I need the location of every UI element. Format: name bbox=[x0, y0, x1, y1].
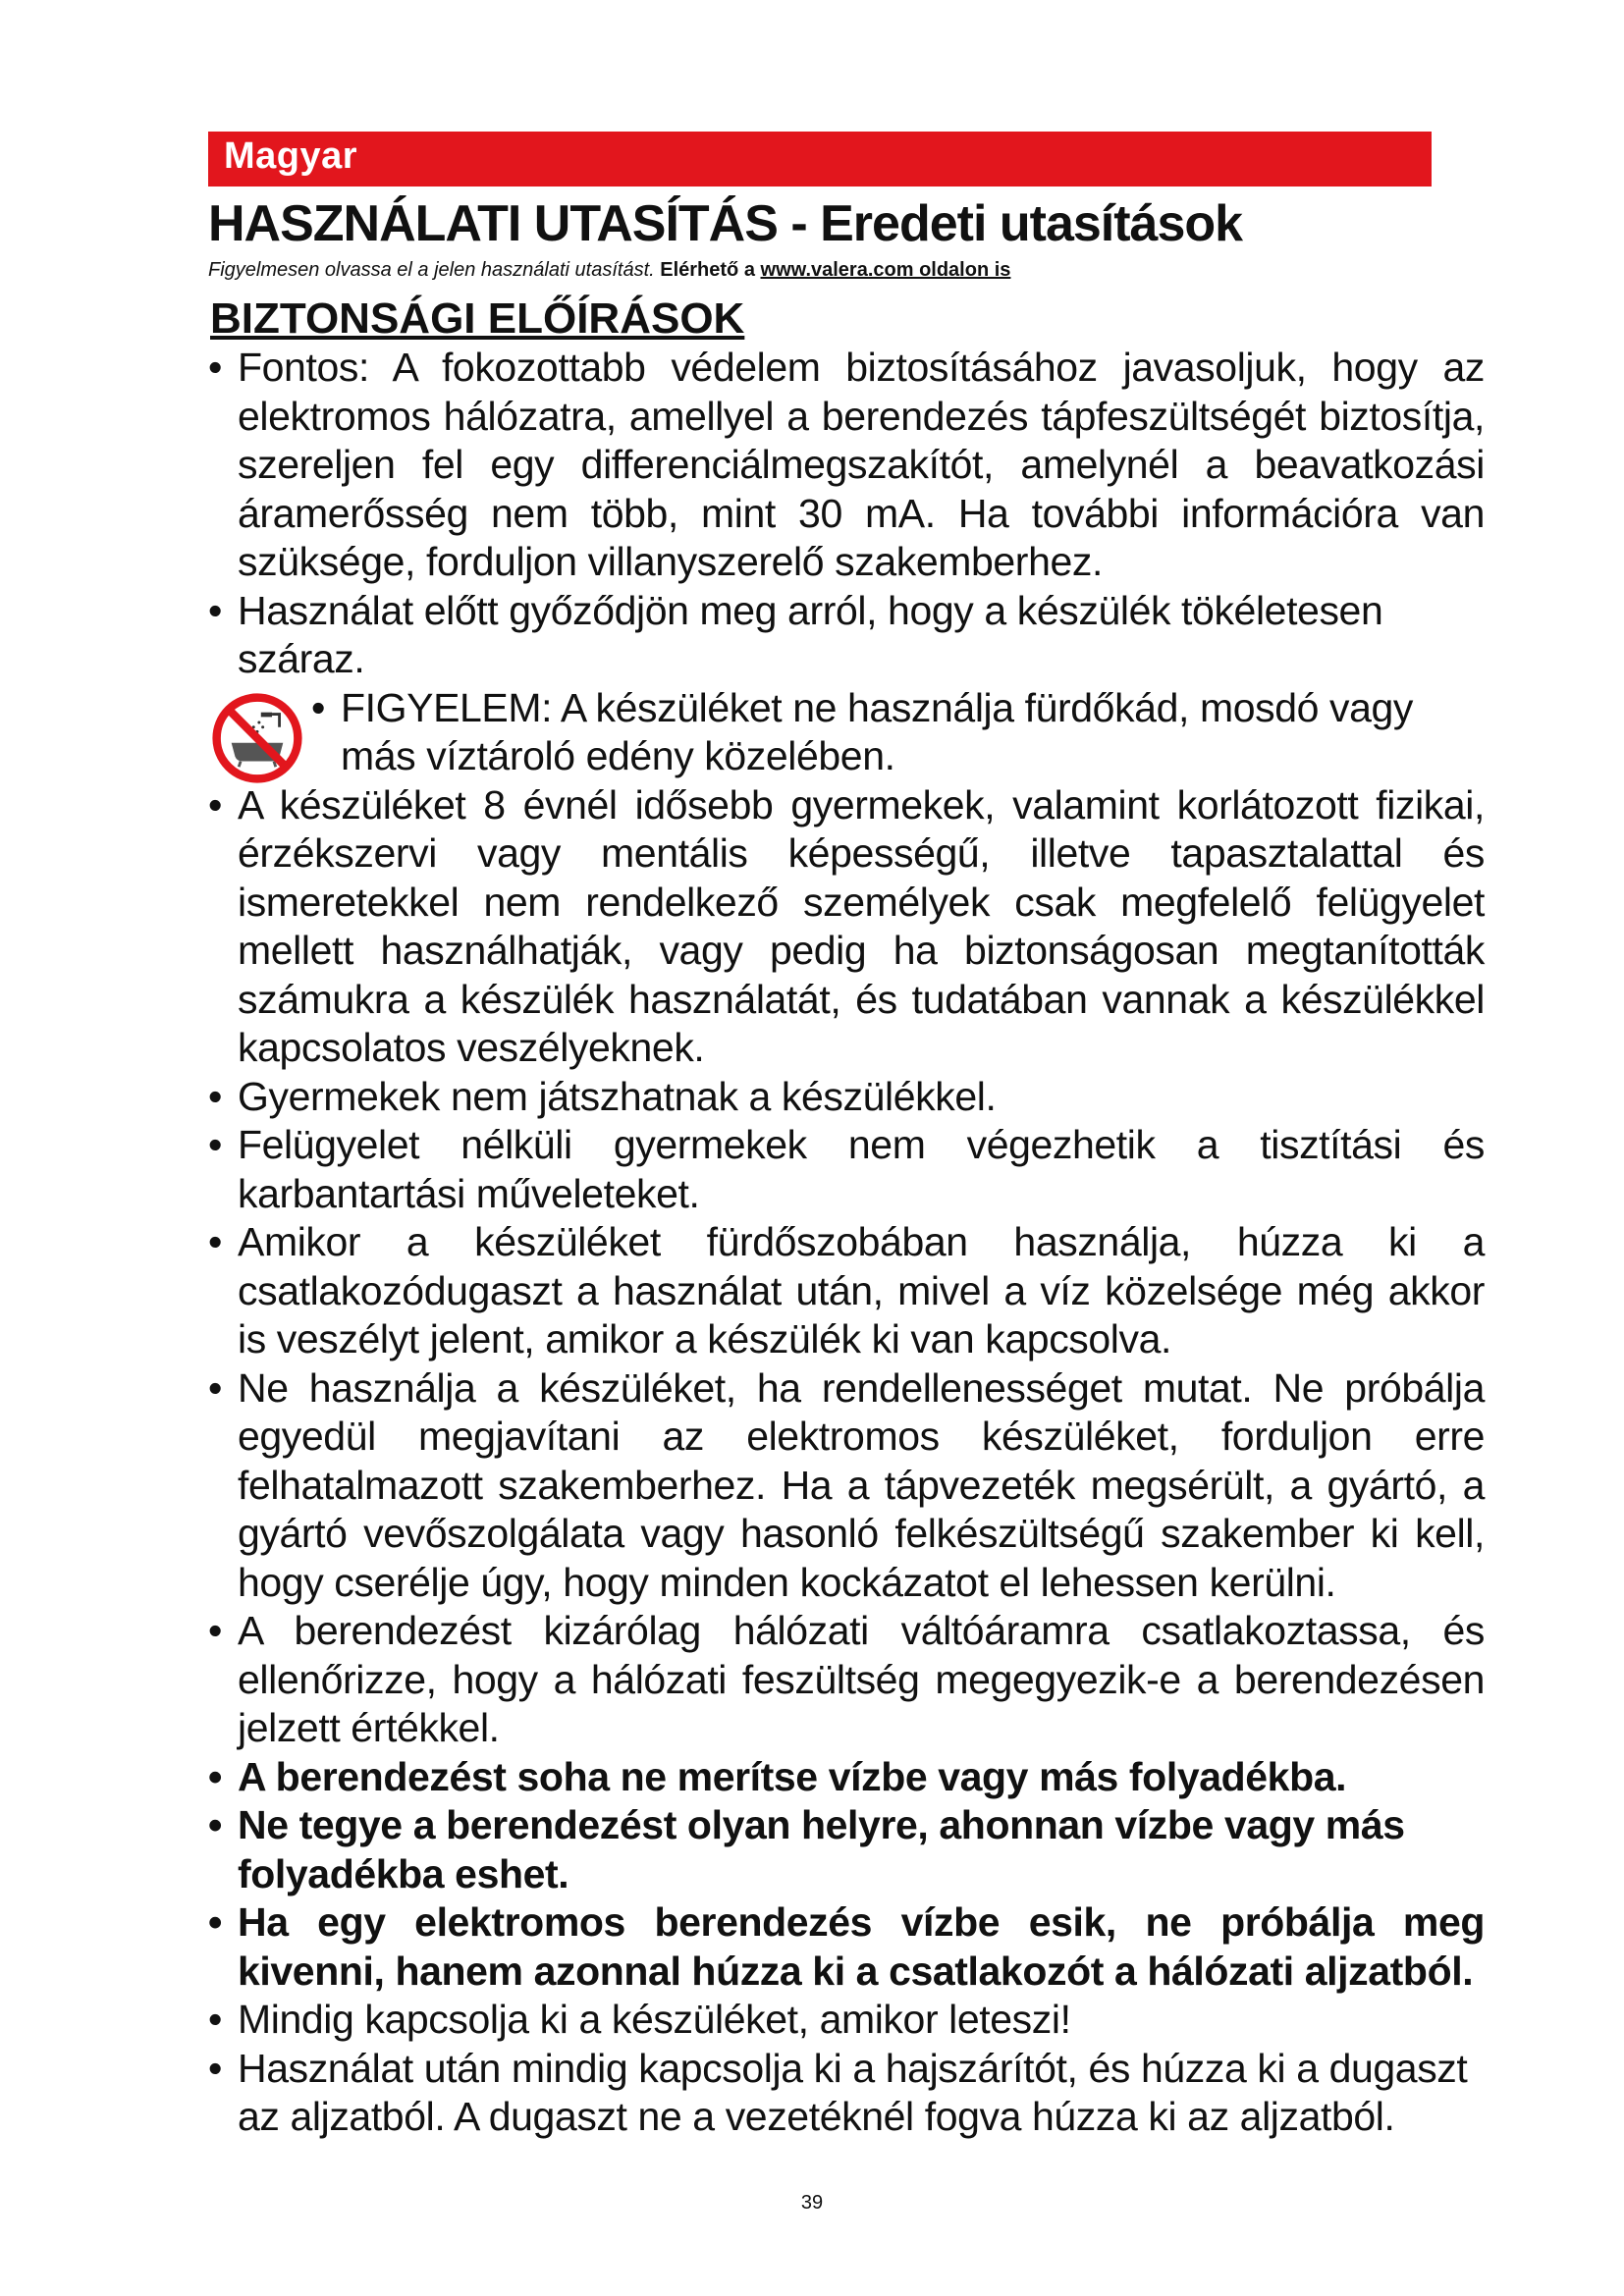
list-item-emphasis bbox=[208, 1898, 1485, 1996]
list-item-text: Gyermekek nem játszhatnak a készülékkel. bbox=[238, 1073, 997, 1119]
list-item bbox=[208, 1218, 1485, 1364]
no-bathtub-icon bbox=[211, 692, 303, 784]
website-link[interactable]: www.valera.com oldalon is bbox=[760, 259, 1011, 281]
language-label: Magyar bbox=[224, 135, 358, 177]
list-item bbox=[208, 587, 1485, 684]
list-item-text: Mindig kapcsolja ki a készüléket, amikor leteszi! bbox=[238, 1997, 1071, 2042]
list-item bbox=[208, 781, 1485, 1073]
safety-list bbox=[208, 344, 1485, 2142]
language-banner bbox=[208, 132, 1432, 187]
list-item bbox=[208, 1073, 1485, 1122]
list-item-text: Ne használja a készüléket, ha rendellenességet mutat. Ne próbálja egyedül megjavítani az elektromos készüléket, forduljon erre felhatalmazott szakemberhez. Ha a tápvezeték megsérült, a gyártó, a gyártó vevőszolgálata vagy hasonló felkészültségű szakember ki kell, hogy cserélje úgy, hogy minden kockázatot el lehessen kerülni. bbox=[238, 1364, 1485, 1605]
bullet: • bbox=[208, 345, 222, 390]
bullet: • bbox=[311, 684, 325, 730]
page-number: 39 bbox=[800, 2192, 824, 2214]
bullet: • bbox=[208, 1364, 222, 1411]
section-title: BIZTONSÁGI ELŐÍRÁSOK bbox=[210, 294, 745, 343]
list-item-text: Felügyelet nélküli gyermekek nem végezhetik a tisztítási és karbantartási műveleteket. bbox=[238, 1122, 1485, 1216]
list-item-text: Amikor a készüléket fürdőszobában használja, húzza ki a csatlakozódugaszt a használat után, mivel a víz közelsége még akkor is veszélyt jelent, amikor a készülék ki van kapcsolva. bbox=[238, 1219, 1485, 1362]
bullet: • bbox=[208, 1608, 222, 1653]
list-item-text: Ne tegye a berendezést olyan helyre, ahonnan vízbe vagy más folyadékba eshet. bbox=[238, 1802, 1405, 1896]
bullet: • bbox=[208, 1802, 222, 1847]
list-item-text: Használat előtt győződjön meg arról, hogy a készülék tökéletesen száraz. bbox=[238, 587, 1383, 681]
bullet: • bbox=[208, 1997, 222, 2042]
list-item-text: Ha egy elektromos berendezés vízbe esik, ne próbálja meg kivenni, hanem azonnal húzza ki a csatlakozót a hálózati aljzatból. bbox=[238, 1899, 1485, 1994]
list-item-emphasis bbox=[208, 1753, 1485, 1802]
list-item bbox=[208, 2045, 1485, 2142]
bullet: • bbox=[208, 1219, 222, 1264]
list-item bbox=[208, 1607, 1485, 1753]
bullet: • bbox=[208, 781, 222, 828]
bullet: • bbox=[208, 1899, 222, 1945]
page-title: HASZNÁLATI UTASÍTÁS - Eredeti utasítások bbox=[208, 195, 1243, 252]
subtitle bbox=[208, 259, 1010, 282]
list-item-emphasis bbox=[208, 1801, 1485, 1898]
bullet: • bbox=[208, 587, 222, 633]
list-item bbox=[208, 344, 1485, 587]
bullet: • bbox=[208, 1122, 222, 1167]
list-item bbox=[208, 1364, 1485, 1608]
bullet: • bbox=[208, 2045, 222, 2091]
list-item-text: Fontos: A fokozottabb védelem biztosításához javasoljuk, hogy az elektromos hálózatra, amellyel a berendezés tápfeszültségét biztosítja, szereljen fel egy differenciálmegszakítót, amelynél a beavatkozási áramerősség nem több, mint 30 mA. Ha további információra van szüksége, forduljon villanyszerelő szakemberhez. bbox=[238, 345, 1485, 584]
subtitle-note: Figyelmesen olvassa el a jelen használati utasítást. bbox=[208, 259, 655, 281]
list-item-text: Használat után mindig kapcsolja ki a hajszárítót, és húzza ki a dugaszt az aljzatból. A dugaszt ne a vezetéknél fogva húzza ki az aljzatból. bbox=[238, 2045, 1468, 2139]
subtitle-availability: Elérhető a bbox=[660, 259, 755, 281]
bullet: • bbox=[208, 1753, 222, 1799]
bullet: • bbox=[208, 1073, 222, 1119]
list-item bbox=[208, 1121, 1485, 1218]
warning-text: FIGYELEM: A készüléket ne használja fürdőkád, mosdó vagy más víztároló edény közelében. bbox=[341, 684, 1414, 778]
list-item bbox=[208, 1996, 1485, 2045]
list-item-text: A berendezést soha ne merítse vízbe vagy más folyadékba. bbox=[238, 1753, 1347, 1799]
list-item-text: A készüléket 8 évnél idősebb gyermekek, valamint korlátozott fizikai, érzékszervi vagy mentális képességű, illetve tapasztalattal és ismeretekkel nem rendelkező személyek csak megfelelő felügyelet mellett használhatják, vagy pedig ha biztonságosan megtanították számukra a készülék használatát, és tudatában vannak a készülékkel kapcsolatos veszélyeknek. bbox=[238, 781, 1485, 1070]
list-item-text: A berendezést kizárólag hálózati váltóáramra csatlakoztassa, és ellenőrizze, hogy a hálózati feszültség megegyezik-e a berendezésen jelzett értékkel. bbox=[238, 1608, 1485, 1750]
warning-item bbox=[208, 684, 1485, 781]
